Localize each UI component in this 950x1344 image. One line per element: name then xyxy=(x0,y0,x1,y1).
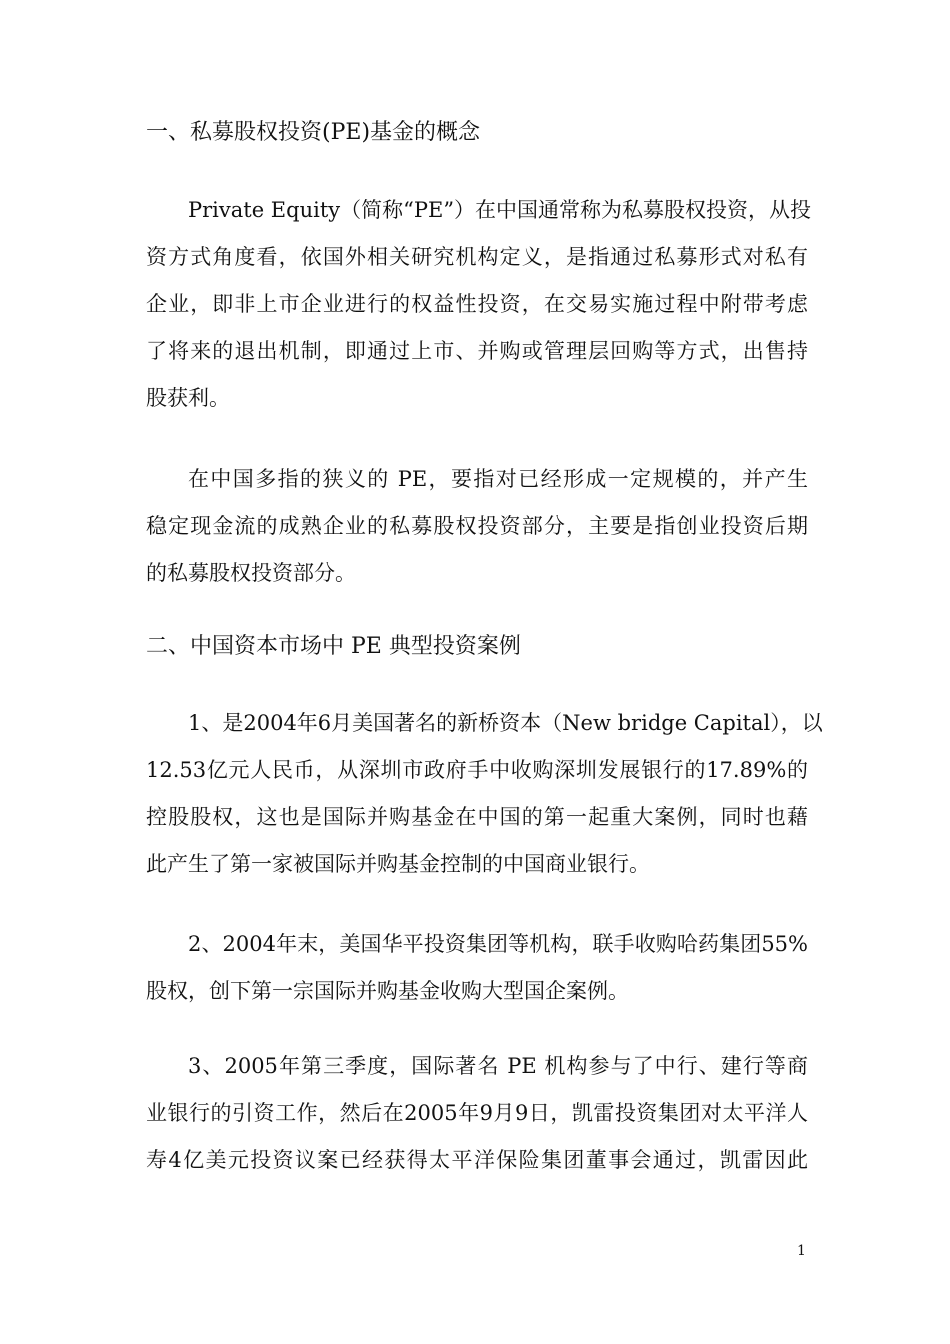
text-line: 此产生了第一家被国际并购基金控制的中国商业银行。 xyxy=(146,852,650,876)
case-1-paragraph xyxy=(146,700,823,888)
section2-heading: 二、中国资本市场中 PE 典型投资案例 xyxy=(146,634,521,659)
text-line: 12.53亿元人民币，从深圳市政府手中收购深圳发展银行的17.89%的 xyxy=(146,758,808,782)
case-3-paragraph xyxy=(146,1043,808,1184)
section1-heading: 一、私募股权投资(PE)基金的概念 xyxy=(146,120,481,145)
text-line: 股获利。 xyxy=(146,386,230,410)
section1-paragraph-2 xyxy=(146,456,808,597)
text-line: 了将来的退出机制，即通过上市、并购或管理层回购等方式，出售持 xyxy=(146,339,808,363)
text-line: 业银行的引资工作，然后在2005年9月9日，凯雷投资集团对太平洋人 xyxy=(146,1101,808,1125)
page-number: 1 xyxy=(797,1243,806,1259)
text-line: 资方式角度看，依国外相关研究机构定义，是指通过私募形式对私有 xyxy=(146,245,808,269)
text-line: 企业，即非上市企业进行的权益性投资，在交易实施过程中附带考虑 xyxy=(146,292,808,316)
text-line: 的私募股权投资部分。 xyxy=(146,561,356,585)
text-line: 3、2005年第三季度，国际著名 PE 机构参与了中行、建行等商 xyxy=(188,1054,808,1078)
text-line: 在中国多指的狭义的 PE，要指对已经形成一定规模的，并产生 xyxy=(188,467,808,491)
text-line: 股权，创下第一宗国际并购基金收购大型国企案例。 xyxy=(146,979,629,1003)
text-line: 2、2004年末，美国华平投资集团等机构，联手收购哈药集团55% xyxy=(188,932,808,956)
text-line: 控股股权，这也是国际并购基金在中国的第一起重大案例，同时也藉 xyxy=(146,805,808,829)
section1-paragraph-1 xyxy=(146,187,812,422)
text-line: 寿4亿美元投资议案已经获得太平洋保险集团董事会通过，凯雷因此 xyxy=(146,1148,808,1172)
text-line: Private Equity（简称“PE”）在中国通常称为私募股权投资，从投 xyxy=(188,198,812,222)
text-line: 稳定现金流的成熟企业的私募股权投资部分，主要是指创业投资后期 xyxy=(146,514,808,538)
text-line: 1、是2004年6月美国著名的新桥资本（New bridge Capital），以 xyxy=(188,711,823,735)
case-2-paragraph xyxy=(146,921,808,1015)
